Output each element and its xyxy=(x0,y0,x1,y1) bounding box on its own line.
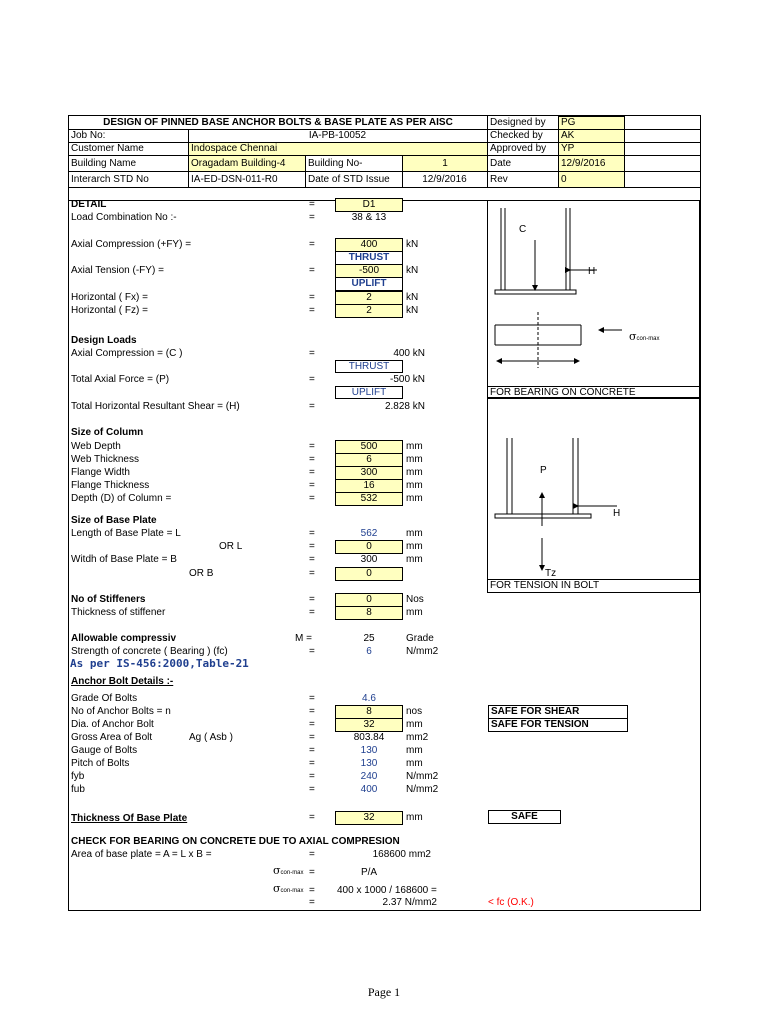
eq: = xyxy=(309,541,315,552)
checked-by-label: Checked by xyxy=(490,130,543,141)
unit: kN xyxy=(406,305,419,316)
uplift-badge: UPLIFT xyxy=(335,277,403,291)
eq: = xyxy=(309,374,315,385)
thickness-status-badge: SAFE xyxy=(488,810,561,824)
eq: = xyxy=(309,784,315,795)
width-value: 300 xyxy=(360,554,378,565)
eq: = xyxy=(309,745,315,756)
unit: N/mm2 xyxy=(406,784,439,795)
eq: = xyxy=(309,646,315,657)
unit: nos xyxy=(406,706,423,717)
fz-label: Horizontal ( Fz) = xyxy=(71,305,148,316)
column-row-input[interactable]: 300 xyxy=(335,466,403,480)
c-label: Axial Compression = (C ) xyxy=(71,348,183,359)
fyb-value: 240 xyxy=(360,771,378,782)
ag-value: 803.84 xyxy=(353,732,385,743)
c-arrow-label: C xyxy=(519,224,527,235)
bearing-check-heading: CHECK FOR BEARING ON CONCRETE DUE TO AXIAL COMPRESION xyxy=(71,836,400,847)
length-value: 562 xyxy=(360,528,378,539)
eq: = xyxy=(309,554,315,565)
anchor-heading: Anchor Bolt Details :- xyxy=(71,676,174,687)
eq: = xyxy=(309,454,315,465)
std-no-value[interactable]: IA-ED-DSN-011-R0 xyxy=(191,174,278,185)
unit: mm xyxy=(406,493,423,504)
concrete-heading: Allowable compressiv xyxy=(71,633,177,644)
unit: mm xyxy=(406,554,423,565)
std-no-label: Interarch STD No xyxy=(71,174,149,185)
unit: N/mm2 xyxy=(406,646,439,657)
fc-label: Strength of concrete ( Bearing ) (fc) xyxy=(71,646,228,657)
eq: = xyxy=(309,719,315,730)
unit: kN xyxy=(406,292,419,303)
eq: = xyxy=(309,607,315,618)
building-no-label: Building No- xyxy=(308,158,363,169)
axial-comp-input[interactable]: 400 xyxy=(335,238,403,252)
unit: kN xyxy=(406,265,419,276)
eq: = xyxy=(309,239,315,250)
safe-for-tension-badge: SAFE FOR TENSION xyxy=(488,718,628,732)
area-label: Area of base plate = A = L x B = xyxy=(71,849,212,860)
ok-status: < fc (O.K.) xyxy=(488,897,534,908)
is-code-reference: As per IS-456:2000,Table-21 xyxy=(70,657,249,670)
bearing-caption: FOR BEARING ON CONCRETE xyxy=(487,386,700,399)
eq: = xyxy=(309,732,315,743)
unit: mm xyxy=(406,528,423,539)
approved-by-value[interactable]: YP xyxy=(558,142,625,156)
sigma-diagram-label: σcon-max xyxy=(629,330,660,343)
eq: = xyxy=(309,867,315,878)
p-arrow-label: P xyxy=(540,465,547,476)
n-label: No of Anchor Bolts = n xyxy=(71,706,171,717)
building-name-label: Building Name xyxy=(71,158,137,169)
fyb-label: fyb xyxy=(71,771,85,782)
unit: mm xyxy=(406,441,423,452)
length-label: Length of Base Plate = L xyxy=(71,528,181,539)
design-loads-heading: Design Loads xyxy=(71,335,137,346)
h-arrow-label: H xyxy=(588,266,596,277)
ag-label: Gross Area of Bolt xyxy=(71,732,153,743)
thrust-badge-2: THRUST xyxy=(335,360,403,373)
unit: mm xyxy=(406,607,423,618)
fub-label: fub xyxy=(71,784,85,795)
std-issue-value[interactable]: 12/9/2016 xyxy=(422,174,467,185)
tension-diagram xyxy=(487,398,700,579)
gauge-value: 130 xyxy=(360,745,378,756)
thickness-input[interactable]: 32 xyxy=(335,811,403,825)
load-combo-label: Load Combination No :- xyxy=(71,212,177,223)
page-number: Page 1 xyxy=(367,985,401,999)
fub-value: 400 xyxy=(360,784,378,795)
eq: = xyxy=(309,706,315,717)
stiffener-thk-input[interactable]: 8 xyxy=(335,606,403,620)
sigma-symbol: σcon-max xyxy=(273,882,304,895)
m-value: 25 xyxy=(363,633,375,644)
rev-value[interactable]: 0 xyxy=(558,171,625,188)
stiffener-thk-label: Thickness of stiffener xyxy=(71,607,166,618)
rev-label: Rev xyxy=(490,174,508,185)
unit: kN xyxy=(406,239,419,250)
column-row-input[interactable]: 6 xyxy=(335,453,403,467)
std-issue-label: Date of STD Issue xyxy=(308,174,390,185)
fx-input[interactable]: 2 xyxy=(335,291,403,305)
column-row-label: Web Thickness xyxy=(71,454,139,465)
detail-label: DETAIL xyxy=(71,199,107,210)
column-row-input[interactable]: 532 xyxy=(335,492,403,506)
or-b-input[interactable]: 0 xyxy=(335,567,403,581)
safe-for-shear-badge: SAFE FOR SHEAR xyxy=(488,705,628,719)
thickness-label: Thickness Of Base Plate xyxy=(71,813,188,824)
eq: = xyxy=(309,493,315,504)
axial-comp-label: Axial Compression (+FY) = xyxy=(71,239,192,250)
eq: = xyxy=(309,528,315,539)
column-row-input[interactable]: 500 xyxy=(335,440,403,454)
eq: = xyxy=(309,401,315,412)
unit: mm xyxy=(406,480,423,491)
eq: = xyxy=(309,467,315,478)
approved-by-label: Approved by xyxy=(490,143,547,154)
area-value: 168600 mm2 xyxy=(372,849,431,860)
unit: mm xyxy=(406,745,423,756)
pitch-value: 130 xyxy=(360,758,378,769)
or-l-label: OR L xyxy=(219,541,243,552)
customer-label: Customer Name xyxy=(71,143,144,154)
building-no-value[interactable]: 1 xyxy=(403,156,487,171)
thrust-badge: THRUST xyxy=(335,251,403,265)
fz-input[interactable]: 2 xyxy=(335,304,403,318)
calculation-sheet xyxy=(68,115,701,911)
eq: = xyxy=(309,212,315,223)
eq: = xyxy=(309,594,315,605)
p-label: Total Axial Force = (P) xyxy=(71,374,170,385)
building-name-value[interactable]: Oragadam Building-4 xyxy=(189,156,305,171)
eq: = xyxy=(309,199,315,210)
stiffener-no-label: No of Stiffeners xyxy=(71,594,146,605)
eq: = xyxy=(309,265,315,276)
calculation: 400 x 1000 / 168600 = xyxy=(337,885,437,896)
result-value: 2.37 N/mm2 xyxy=(382,897,437,908)
date-value[interactable]: 12/9/2016 xyxy=(558,155,625,172)
column-heading: Size of Column xyxy=(71,427,144,438)
ag-sub-label: Ag ( Asb ) xyxy=(189,732,233,743)
load-combo-value: 38 & 13 xyxy=(351,212,387,223)
uplift-badge-2: UPLIFT xyxy=(335,386,403,399)
eq: = xyxy=(309,771,315,782)
or-l-input[interactable]: 0 xyxy=(335,540,403,554)
unit: mm xyxy=(406,719,423,730)
detail-value[interactable]: D1 xyxy=(335,198,403,212)
dia-input[interactable]: 32 xyxy=(335,718,403,732)
unit: mm xyxy=(406,454,423,465)
column-row-label: Depth (D) of Column = xyxy=(71,493,172,504)
gauge-label: Gauge of Bolts xyxy=(71,745,138,756)
h2-arrow-label: H xyxy=(613,508,621,519)
eq: = xyxy=(309,849,315,860)
width-label: Witdh of Base Plate = B xyxy=(71,554,177,565)
unit: Grade xyxy=(406,633,434,644)
column-row-input[interactable]: 16 xyxy=(335,479,403,493)
column-row-label: Web Depth xyxy=(71,441,121,452)
grade-label: Grade Of Bolts xyxy=(71,693,138,704)
unit: mm xyxy=(406,467,423,478)
axial-tension-label: Axial Tension (-FY) = xyxy=(71,265,164,276)
eq: = xyxy=(309,897,315,908)
column-row-label: Flange Thickness xyxy=(71,480,150,491)
designed-by-label: Designed by xyxy=(490,117,546,128)
eq: = xyxy=(309,812,315,823)
customer-value[interactable]: Indospace Chennai xyxy=(189,143,487,155)
pitch-label: Pitch of Bolts xyxy=(71,758,130,769)
tension-caption: FOR TENSION IN BOLT xyxy=(487,579,700,593)
date-label: Date xyxy=(490,158,512,169)
eq: = xyxy=(309,480,315,491)
unit: N/mm2 xyxy=(406,771,439,782)
n-input[interactable]: 8 xyxy=(335,705,403,719)
dia-label: Dia. of Anchor Bolt xyxy=(71,719,154,730)
h-value: 2.828 kN xyxy=(384,401,425,412)
unit: mm2 xyxy=(406,732,429,743)
eq: = xyxy=(309,885,315,896)
base-plate-heading: Size of Base Plate xyxy=(71,515,157,526)
tz-arrow-label: Tz xyxy=(545,568,557,579)
checked-by-value[interactable]: AK xyxy=(558,129,625,143)
p-value: -500 kN xyxy=(389,374,425,385)
unit: mm xyxy=(406,758,423,769)
fc-value: 6 xyxy=(366,646,372,657)
unit: mm xyxy=(406,812,423,823)
stiffener-no-input[interactable]: 0 xyxy=(335,593,403,607)
eq: = xyxy=(309,758,315,769)
unit: Nos xyxy=(406,594,424,605)
formula: P/A xyxy=(360,867,378,878)
or-b-label: OR B xyxy=(189,568,214,579)
unit: mm xyxy=(406,541,423,552)
job-no-value[interactable]: IA-PB-10052 xyxy=(308,130,367,141)
sigma-symbol: σcon-max xyxy=(273,864,304,877)
designed-by-value[interactable]: PG xyxy=(558,116,625,130)
eq: = xyxy=(309,693,315,704)
grade-value: 4.6 xyxy=(362,693,376,704)
eq: = xyxy=(309,292,315,303)
m-label: M = xyxy=(295,633,312,644)
fx-label: Horizontal ( Fx) = xyxy=(71,292,148,303)
eq: = xyxy=(309,568,315,579)
eq: = xyxy=(309,305,315,316)
h-label: Total Horizontal Resultant Shear = (H) xyxy=(71,401,240,412)
c-value: 400 kN xyxy=(393,348,425,359)
eq: = xyxy=(309,348,315,359)
sheet-title: DESIGN OF PINNED BASE ANCHOR BOLTS & BASE PLATE AS PER AISC xyxy=(103,117,453,128)
job-no-label: Job No: xyxy=(71,130,106,141)
column-row-label: Flange Width xyxy=(71,467,130,478)
axial-tension-input[interactable]: -500 xyxy=(335,264,403,278)
eq: = xyxy=(309,441,315,452)
